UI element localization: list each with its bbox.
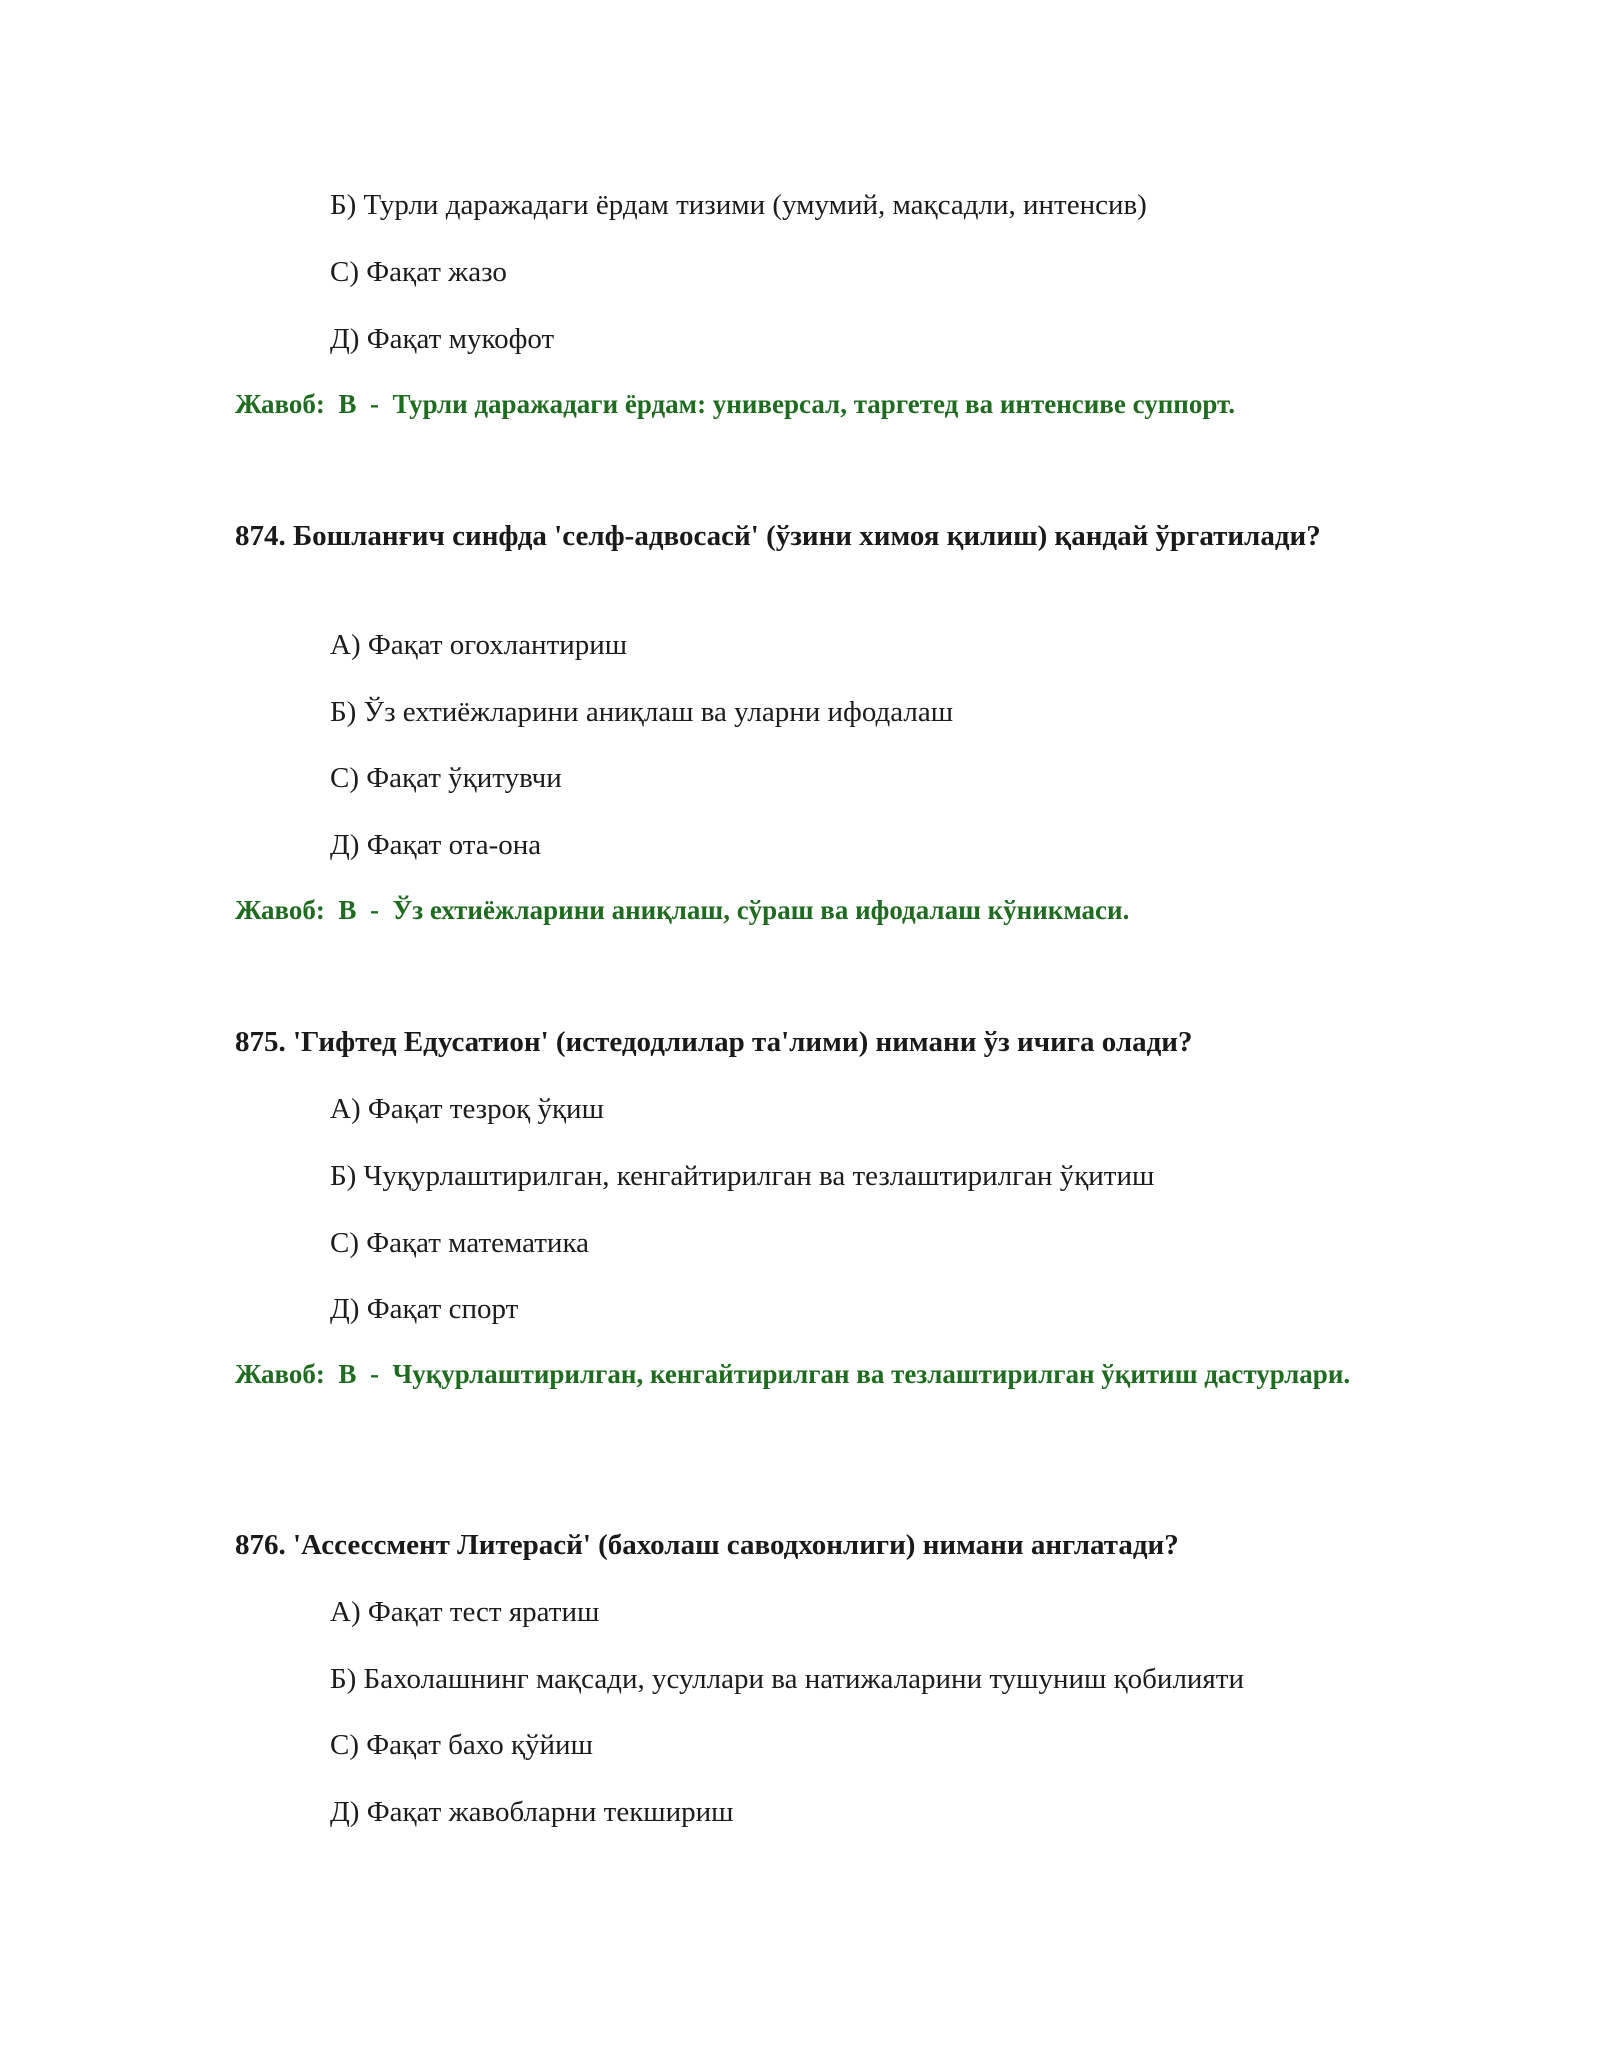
option-876-d: Д) Фақат жавобларни текшириш xyxy=(330,1796,734,1828)
option-874-a: А) Фақат огохлантириш xyxy=(330,629,628,661)
option-874-c: С) Фақат ўқитувчи xyxy=(330,762,562,794)
option-873-d: Д) Фақат мукофот xyxy=(330,323,555,355)
answer-letter: В xyxy=(338,389,357,419)
answer-label: Жавоб: xyxy=(235,1359,325,1389)
question-number: 876. xyxy=(235,1529,286,1561)
question-number: 875. xyxy=(235,1026,286,1058)
answer-873 xyxy=(235,384,1365,424)
answer-874 xyxy=(235,890,1365,930)
answer-text: Чуқурлаштирилган, кенгайтирилган ва тезлаштирилган ўқитиш дастурлари. xyxy=(392,1359,1351,1389)
question-number: 874. xyxy=(235,520,286,552)
option-874-d: Д) Фақат ота-она xyxy=(330,829,542,861)
option-873-b: Б) Турли даражадаги ёрдам тизими (умумий, мақсадли, интенсив) xyxy=(330,189,1147,221)
option-876-c: С) Фақат бахо қўйиш xyxy=(330,1729,593,1761)
option-875-a: А) Фақат тезроқ ўқиш xyxy=(330,1093,604,1125)
question-875 xyxy=(235,1022,1365,1063)
option-876-a: А) Фақат тест яратиш xyxy=(330,1596,600,1628)
answer-label: Жавоб: xyxy=(235,895,325,925)
answer-separator: - xyxy=(369,895,379,925)
question-text: Бошланғич синфда 'селф-адвосасй' (ўзини химоя қилиш) қандай ўргатилади? xyxy=(293,520,1321,552)
option-873-c: С) Фақат жазо xyxy=(330,256,507,288)
answer-letter: В xyxy=(338,895,357,925)
answer-separator: - xyxy=(369,1359,379,1389)
answer-text: Ўз ехтиёжларини аниқлаш, сўраш ва ифодалаш кўникмаси. xyxy=(392,895,1130,925)
answer-875 xyxy=(235,1354,1365,1394)
question-874 xyxy=(235,516,1365,557)
question-text: 'Гифтед Едусатион' (истедодлилар та'лими) нимани ўз ичига олади? xyxy=(293,1026,1193,1058)
answer-letter: В xyxy=(338,1359,357,1389)
answer-separator: - xyxy=(369,389,379,419)
option-875-d: Д) Фақат спорт xyxy=(330,1293,519,1325)
answer-label: Жавоб: xyxy=(235,389,325,419)
question-876 xyxy=(235,1525,1365,1566)
option-876-b: Б) Бахолашнинг мақсади, усуллари ва натижаларини тушуниш қобилияти xyxy=(330,1663,1244,1695)
option-875-c: С) Фақат математика xyxy=(330,1227,589,1259)
option-875-b: Б) Чуқурлаштирилган, кенгайтирилган ва тезлаштирилган ўқитиш xyxy=(330,1160,1155,1192)
option-874-b: Б) Ўз ехтиёжларини аниқлаш ва уларни ифодалаш xyxy=(330,696,954,728)
answer-text: Турли даражадаги ёрдам: универсал, таргетед ва интенсиве суппорт. xyxy=(392,389,1235,419)
question-text: 'Ассессмент Литерасй' (бахолаш саводхонлиги) нимани англатади? xyxy=(293,1529,1179,1561)
